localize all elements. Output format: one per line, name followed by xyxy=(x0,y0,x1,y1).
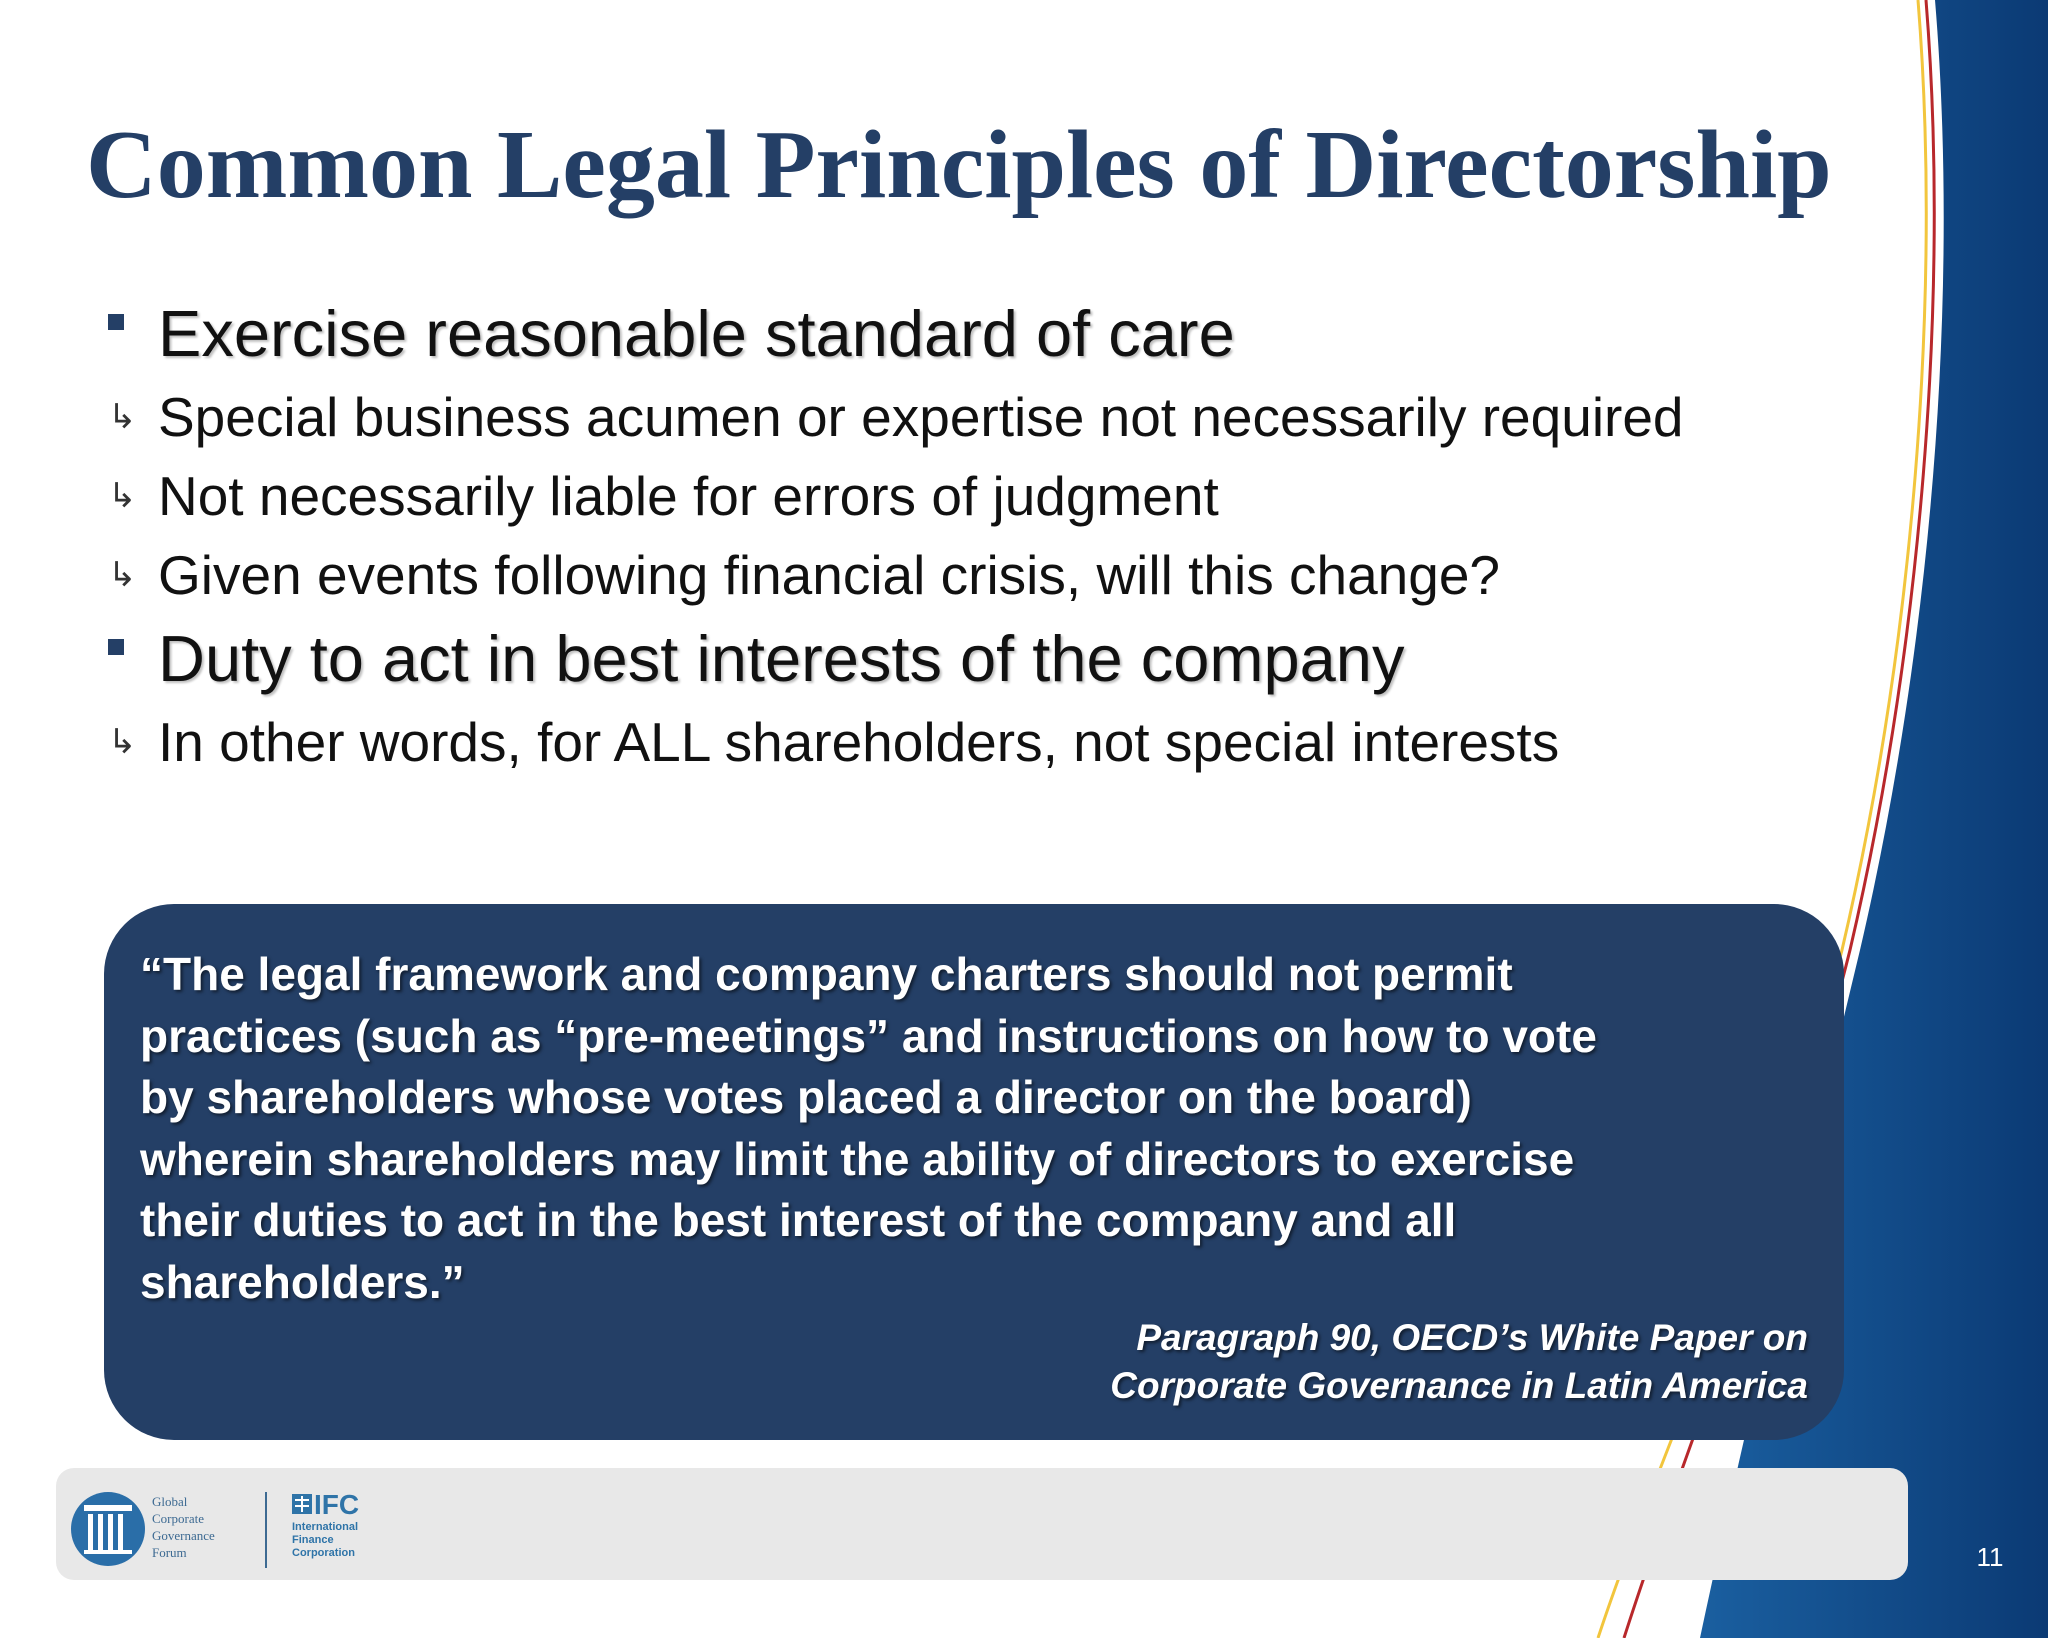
bullet-text: In other words, for ALL shareholders, not special interests xyxy=(158,711,1560,773)
bullet-level1 xyxy=(108,615,1908,703)
quote-line: shareholders.” xyxy=(140,1255,465,1308)
footer-bar xyxy=(56,1468,1908,1580)
ifc-logo-line: Finance xyxy=(292,1534,334,1546)
quote-source xyxy=(1110,1314,1808,1410)
bullet-text: Not necessarily liable for errors of judgment xyxy=(158,465,1219,527)
bullet-level2 xyxy=(108,536,1908,615)
square-bullet-icon xyxy=(108,314,124,330)
quote-text xyxy=(140,944,1820,1313)
bullet-level1 xyxy=(108,290,1908,378)
bullet-level2 xyxy=(108,703,1908,782)
footer-logos xyxy=(70,1488,386,1570)
source-line: Paragraph 90, OECD’s White Paper on xyxy=(1136,1317,1808,1358)
gcgf-column-icon xyxy=(71,1492,145,1566)
gcgf-logo-line: Corporate xyxy=(152,1511,204,1526)
slide-title: Common Legal Principles of Directorship xyxy=(86,111,1832,219)
quote-line: practices (such as “pre-meetings” and instructions on how to vote xyxy=(140,1009,1597,1062)
bullet-list xyxy=(108,290,1908,782)
ifc-logo-text: IFC xyxy=(314,1489,360,1520)
world-bank-globe-icon xyxy=(292,1494,312,1514)
quote-line: their duties to act in the best interest of the company and all xyxy=(140,1194,1457,1246)
source-line: Corporate Governance in Latin America xyxy=(1110,1365,1808,1406)
bullet-text: Given events following financial crisis, will this change? xyxy=(158,544,1501,606)
gcgf-logo-line: Global xyxy=(152,1494,188,1509)
quote-line: by shareholders whose votes placed a director on the board) xyxy=(140,1071,1472,1123)
bullet-text: Exercise reasonable standard of care xyxy=(158,297,1235,370)
ifc-logo-line: Corporation xyxy=(292,1547,355,1559)
ifc-logo-line: International xyxy=(292,1521,359,1533)
gcgf-logo-line: Governance xyxy=(152,1528,215,1543)
arrow-bullet-icon: ↳ xyxy=(108,556,137,594)
quote-line: “The legal framework and company charters should not permit xyxy=(140,948,1513,1000)
bullet-level2 xyxy=(108,457,1908,536)
bullet-text: Duty to act in best interests of the company xyxy=(158,622,1405,695)
bullet-text: Special business acumen or expertise not necessarily required xyxy=(158,386,1684,448)
bullet-level2 xyxy=(108,378,1908,457)
arrow-bullet-icon: ↳ xyxy=(108,477,137,515)
page-number: 11 xyxy=(1976,1542,2004,1572)
quote-box xyxy=(104,904,1844,1440)
gcgf-logo-line: Forum xyxy=(152,1545,187,1560)
square-bullet-icon xyxy=(108,639,124,655)
arrow-bullet-icon: ↳ xyxy=(108,398,137,436)
arrow-bullet-icon: ↳ xyxy=(108,723,137,761)
quote-line: wherein shareholders may limit the ability of directors to exercise xyxy=(140,1132,1575,1185)
